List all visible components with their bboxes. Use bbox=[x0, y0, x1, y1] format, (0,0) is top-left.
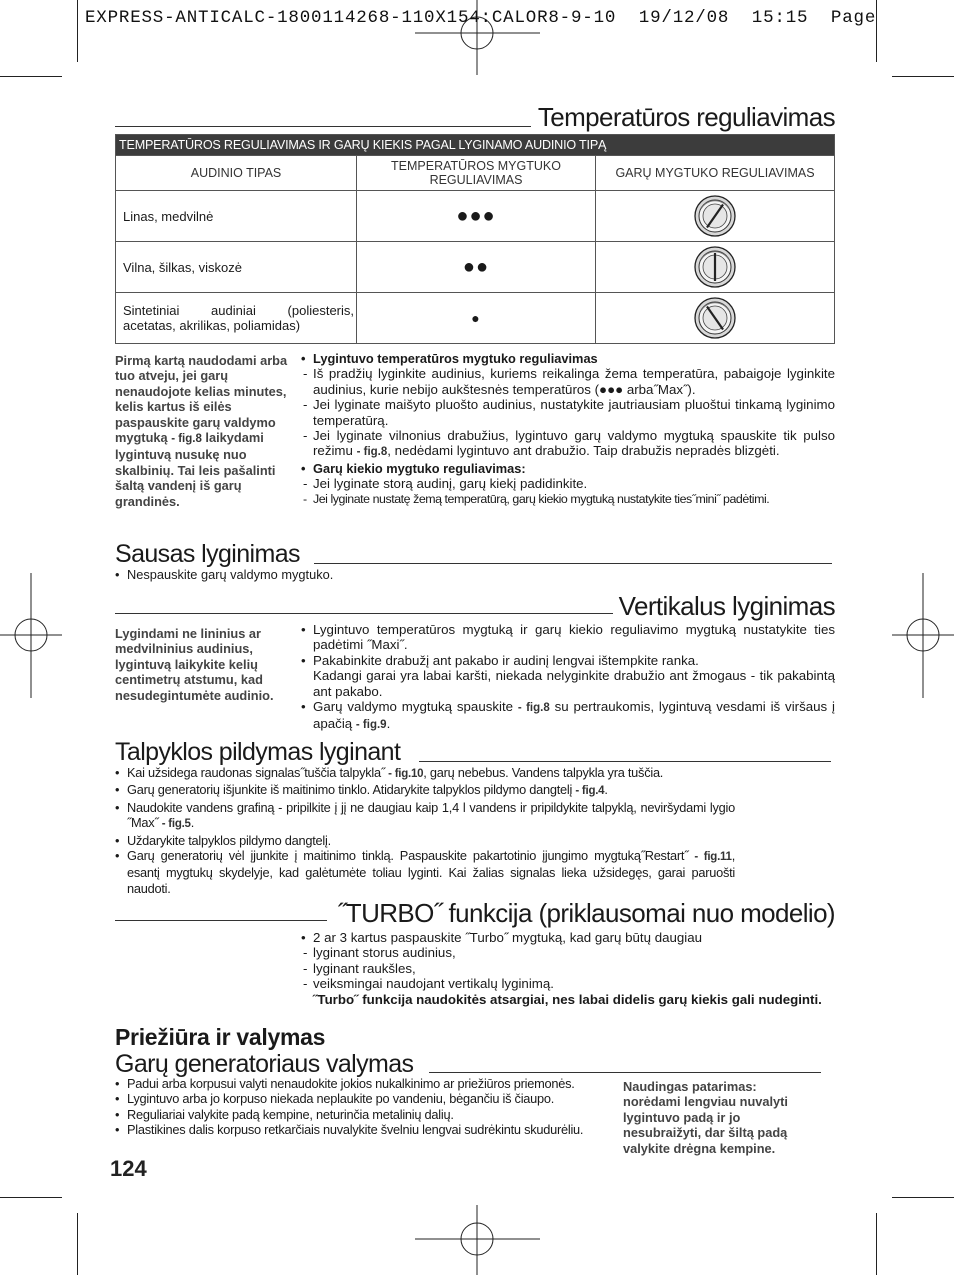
list-item: - lyginant raukšles, bbox=[301, 961, 835, 976]
list-item: • Plastikines dalis korpuso retkarčiais nuvalykite švelniu lengvai sudrėkintu skudurėliu. bbox=[115, 1122, 610, 1137]
list-item: • Kai užsidega raudonas signalas˝tuščia talpykla˝ - fig.10, garų nebebus. Vandens talpykla yra tuščia. bbox=[115, 765, 735, 782]
column-header-fabric: AUDINIO TIPAS bbox=[190, 166, 282, 180]
sidebar-tip-vertical: Lygindami ne lininius ar medvilninius audinius, lygintuvą laikykite kelių centimetrų atstumu, kad nesudegintumėte audinio. bbox=[115, 626, 274, 703]
list-item: - Jei lyginate storą audinį, garų kiekį padidinkite. bbox=[301, 476, 835, 491]
crop-mark bbox=[0, 76, 62, 77]
crop-mark bbox=[876, 0, 877, 62]
column-header-temperature: TEMPERATŪROS MYGTUKO REGULIAVIMAS bbox=[356, 156, 595, 190]
figure-ref: - fig.8 bbox=[171, 433, 202, 446]
steam-dial-icon bbox=[694, 195, 736, 237]
list-item: • Naudokite vandens grafiną - pripilkite į jį ne daugiau kaip 1,4 l vandens ir pripildykite talpyklą, neviršydami lygio ˝Max˝ - fig.5. bbox=[115, 800, 735, 833]
refill-instructions bbox=[115, 765, 735, 896]
table-row bbox=[116, 241, 834, 292]
section-title-vertical-ironing: Vertikalus lyginimas bbox=[618, 591, 835, 621]
list-item: • Reguliariai valykite padą kempine, neturinčia metalinių dalių. bbox=[115, 1107, 610, 1122]
list-item: • 2 ar 3 kartus paspauskite ˝Turbo˝ mygtuką, kad garų būtų daugiau bbox=[301, 930, 835, 945]
list-item: • Lygintuvo arba jo korpuso niekada neplaukite po vandeniu, bėgančiu iš čiaupo. bbox=[115, 1091, 610, 1106]
list-item: • Uždarykite talpyklos pildymo dangtelį. bbox=[115, 833, 735, 848]
sidebar-tip-steam: Pirmą kartą naudodami arba tuo atveju, jei garų nenaudojote kelias minutes, kelis kartus iš eilės paspauskite garų valdymo mygtuką - fig.8 laikydami lygintuvą nusukę nuo skalbinių. Tai leis pašalinti šaltą vandenį iš garų grandinės. bbox=[115, 353, 288, 509]
figure-ref: - fig.4 bbox=[575, 785, 605, 798]
page-number: 124 bbox=[110, 1156, 147, 1181]
crop-mark bbox=[892, 1197, 954, 1198]
bullet-heading: • Garų kiekio mygtuko reguliavimas: bbox=[301, 461, 835, 476]
figure-ref: - fig.8 bbox=[356, 446, 388, 459]
cleaning-instructions bbox=[115, 1076, 610, 1138]
section-rule bbox=[314, 563, 832, 564]
list-item: - Jei lyginate nustatę žemą temperatūrą, garų kiekio mygtuką nustatykite ties˝mini˝ padėtimi. bbox=[301, 492, 835, 507]
section-rule bbox=[115, 126, 531, 127]
print-slug: EXPRESS-ANTICALC-1800114268-110X154:CALOR8-9-10 19/12/08 15:15 Page bbox=[85, 8, 877, 28]
steam-dial-icon bbox=[694, 297, 736, 339]
temperature-dots: ●● bbox=[462, 255, 490, 278]
table-row bbox=[116, 190, 834, 241]
fabric-cell: Sintetiniai audiniai (poliesteris, acetatas, akrilikas, poliamidas) bbox=[123, 303, 354, 333]
turbo-warning: ˝Turbo˝ funkcija naudokitės atsargiai, nes labai didelis garų kiekis gali nudeginti. bbox=[313, 991, 822, 1007]
list-item: - Iš pradžių lyginkite audinius, kuriems reikalinga žema temperatūra, pabaigoje lyginkite audinius, kurie nebijo aukštesnės temperatūros (●●● arba˝Max˝). bbox=[301, 366, 835, 397]
section-subtitle-cleaning: Garų generatoriaus valymas bbox=[115, 1050, 414, 1078]
table-title: TEMPERATŪROS REGULIAVIMAS IR GARŲ KIEKIS PAGAL LYGINAMO AUDINIO TIPĄ bbox=[116, 135, 834, 155]
fabric-cell: Vilna, šilkas, viskozė bbox=[123, 259, 242, 275]
temperature-dots: ●●● bbox=[456, 204, 496, 227]
sidebar-tip-cleaning: Naudingas patarimas: norėdami lengviau nuvalyti lygintuvo padą ir jo nesubraižyti, dar šiltą padą valykite drėgna kempine. bbox=[623, 1079, 788, 1156]
list-item: • Garų generatorių vėl įjunkite į maitinimo tinklą. Paspauskite pakartotinio įjungimo mygtuką˝Restart˝ - fig.11, esantį mygtukų skydelyje, kad galėtumėte toliau lyginti. Kai žalias signalas lieka užsidegęs, garai paruošti naudoti. bbox=[115, 848, 735, 896]
table-header-row bbox=[116, 155, 834, 190]
temperature-instructions bbox=[301, 351, 835, 507]
section-title-turbo: ˝TURBO˝ funkcija (priklausomai nuo modelio) bbox=[337, 898, 835, 928]
fabric-cell: Linas, medvilnė bbox=[123, 208, 214, 224]
figure-ref: - fig.11 bbox=[694, 851, 732, 864]
section-title-temperature: Temperatūros reguliavimas bbox=[537, 102, 835, 132]
list-item: • Padui arba korpusui valyti nenaudokite jokios nukalkinimo ar priežiūros priemonės. bbox=[115, 1076, 610, 1091]
registration-mark-right bbox=[892, 573, 954, 698]
crop-mark bbox=[0, 1197, 62, 1198]
steam-dial-icon bbox=[694, 246, 736, 288]
bullet-heading: • Lygintuvo temperatūros mygtuko reguliavimas bbox=[301, 351, 835, 366]
list-item: - veiksmingai naudojant vertikalų lyginimą. bbox=[301, 976, 835, 991]
column-header-steam: GARŲ MYGTUKO REGULIAVIMAS bbox=[595, 156, 834, 190]
section-rule bbox=[429, 1072, 821, 1073]
crop-mark bbox=[77, 0, 78, 62]
temperature-dots: ● bbox=[471, 310, 481, 326]
list-item: • Garų valdymo mygtuką spauskite - fig.8 su pertraukomis, lygintuvą vesdami iš viršaus į apačią - fig.9. bbox=[301, 699, 835, 734]
crop-mark bbox=[77, 1213, 78, 1275]
section-rule bbox=[419, 761, 831, 762]
list-item: • Lygintuvo temperatūros mygtuką ir garų kiekio reguliavimo mygtuką nustatykite ties padėtimi ˝Maxi˝. bbox=[301, 622, 835, 653]
list-item: • Garų generatorių išjunkite iš maitinimo tinklo. Atidarykite talpyklos pildymo dangtelį - fig.4. bbox=[115, 782, 735, 799]
registration-mark-left bbox=[0, 573, 62, 698]
vertical-instructions bbox=[301, 622, 835, 734]
list-item: - Jei lyginate maišyto pluošto audinius, nustatykite jautriausiam pluoštui tinkamą lyginimo temperatūrą. bbox=[301, 397, 835, 428]
figure-ref: - fig.10 bbox=[388, 768, 424, 780]
section-rule bbox=[115, 920, 327, 921]
list-item: • Pakabinkite drabužį ant pakabo ir audinį lengvai ištempkite ranka. Kadangi garai yra labai karšti, niekada nelyginkite drabužio ant žmogaus - tik pakabintą ant pakabo. bbox=[301, 653, 835, 699]
list-item: - Jei lyginate vilnonius drabužius, lygintuvo garų valdymo mygtuką spauskite tik pulso režimu - fig.8, nedėdami lygintuvo ant drabužio. Taip drabužis nepradės blizgėti. bbox=[301, 428, 835, 461]
registration-mark-bottom bbox=[415, 1205, 540, 1275]
section-rule bbox=[115, 613, 613, 614]
figure-ref: - fig.8 bbox=[517, 702, 550, 715]
table-row bbox=[116, 292, 834, 343]
section-title-dry-ironing: Sausas lyginimas bbox=[115, 540, 300, 568]
list-item: - lyginant storus audinius, bbox=[301, 945, 835, 960]
crop-mark bbox=[892, 76, 954, 77]
list-item: • Nespauskite garų valdymo mygtuko. bbox=[115, 567, 515, 582]
fabric-settings-table bbox=[115, 134, 835, 344]
section-title-refill: Talpyklos pildymas lyginant bbox=[115, 738, 401, 766]
figure-ref: - fig.9 bbox=[355, 719, 387, 732]
turbo-instructions bbox=[301, 930, 835, 1007]
section-title-care: Priežiūra ir valymas bbox=[115, 1024, 326, 1050]
figure-ref: - fig.5 bbox=[161, 818, 191, 831]
crop-mark bbox=[876, 1213, 877, 1275]
